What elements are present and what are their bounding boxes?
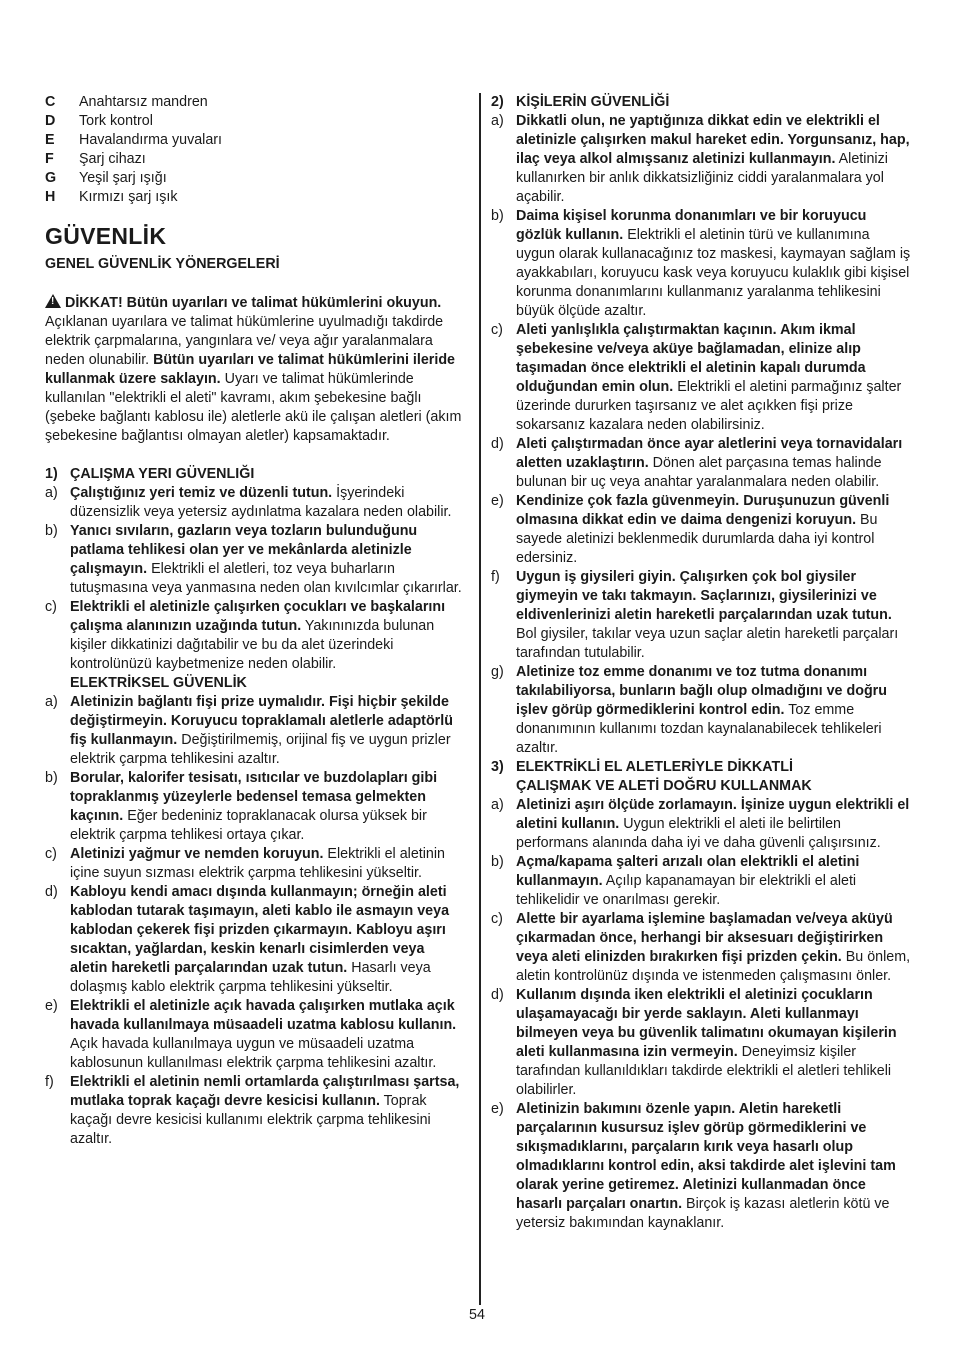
item-text: Açılıp kapanamayan bir elektrikli el aleti tehlikelidir ve onarılması gerekir. (516, 873, 857, 908)
list-item (491, 568, 911, 663)
item-text: Bu sayede aletinizi beklenmedik durumlarda daha iyi kontrol edersiniz. (516, 512, 878, 566)
legend-row (45, 150, 465, 169)
section-subtitle: GENEL GÜVENLİK YÖNERGELERİ (45, 256, 280, 272)
list-item (45, 883, 465, 997)
item-bold: Çalıştığınız yeri temiz ve düzenli tutun. (70, 485, 333, 501)
item-bold: Aleti çalıştırmadan önce ayar aletlerini veya tornavidaları aletten uzaklaştırın. (516, 436, 903, 471)
item-text: Elektrikli el aletini parmağınız şalter üzerinde dururken taşırsanız ve alet açıkken fişi prize sokarsanız kazalara neden olabilirsiniz. (516, 379, 902, 433)
legend-row (45, 93, 465, 112)
item-bold: Kendinize çok fazla güvenmeyin. Duruşunuzun güvenli olmasına dikkat edin ve daima dengenizi koruyun. (516, 493, 890, 528)
item-text: İşyerindeki düzensizlik veya yetersiz aydınlatma kazalara neden olabilir. (70, 485, 452, 520)
item-letter: b) (45, 770, 58, 786)
list-item (45, 693, 465, 769)
list-item (491, 796, 911, 853)
column-divider (479, 93, 481, 1305)
list-item (491, 112, 911, 207)
list-item (45, 522, 465, 598)
item-letter: g) (491, 664, 504, 680)
list-item (45, 484, 465, 522)
legend-label: Kırmızı şarj ışık (79, 189, 178, 205)
item-letter: f) (45, 1074, 54, 1090)
item-bold: Aletinizi yağmur ve nemden koruyun. (70, 846, 324, 862)
item-letter: c) (491, 322, 503, 338)
item-letter: a) (45, 485, 58, 501)
item-text: Uygun elektrikli el aleti ile belirtilen performans alanında daha iyi ve daha güvenli çalışırsınız. (516, 816, 881, 851)
subsection-title: ELEKTRİKSEL GÜVENLİK (70, 675, 247, 691)
item-bold: Elektrikli el aletinizle çalışırken çocukları ve başkalarını çalışma alanınızın uzağında tutun. (70, 599, 446, 634)
item-text: Bol giysiler, takılar veya uzun saçlar aletin hareketli parçaları tarafından tutulabilir. (516, 626, 899, 661)
item-letter: b) (45, 523, 58, 539)
legend-key: H (45, 189, 56, 205)
item-text: Yakınınızda bulunan kişiler dikkatinizi dağıtabilir ve bu da alet üzerindeki kontrolünüzü kaybetmenize neden olabilir. (70, 618, 435, 672)
warning-bold-2: Bütün uyarıları ve talimat hükümlerini ileride kullanmak üzere saklayın. (45, 352, 456, 387)
legend-label: Şarj cihazı (79, 151, 146, 167)
item-text: Dönen alet parçasına temas halinde bulunan bir uç veya anahtar yaralanmalara neden olabilir. (516, 455, 882, 490)
section-number: 3) (491, 759, 504, 775)
item-letter: d) (45, 884, 58, 900)
section-heading (491, 758, 911, 796)
item-text: Aletinizi kullanırken bir anlık dikkatsizliğiniz ciddi yaralanmalara yol açabilir. (516, 151, 888, 205)
list-item (491, 853, 911, 910)
legend (45, 93, 465, 207)
section-title: ÇALIŞMA YERI GÜVENLIĞI (70, 466, 255, 482)
list-item (491, 1100, 911, 1233)
legend-row (45, 188, 465, 207)
list-item (45, 769, 465, 845)
list-item (491, 492, 911, 568)
item-text: Eğer bedeniniz topraklanacak olursa yüksek bir elektrik çarpma tehlikesi ortaya çıkar. (70, 808, 427, 843)
list-item (45, 997, 465, 1073)
item-text: Toprak kaçağı devre kesicisi kullanımı elektrik çarpma tehlikesini azaltır. (70, 1093, 431, 1147)
item-bold: Daima kişisel korunma donanımları ve bir koruyucu gözlük kullanın. (516, 208, 867, 243)
item-text: Hasarlı veya dolaşmış kablo elektrik çarpma tehlikesini yükseltir. (70, 960, 431, 995)
warning-text-2: Uyarı ve talimat hükümlerinde kullanılan "elektrikli el aleti" kavramı, akım şebekesine bağlı (şebeke bağlantı kablosu ile) aletlerle akü ile çalışan aletleri (akım şebekesine bağlantısı olmayan aletler) kapsamaktadır. (45, 371, 462, 444)
legend-key: E (45, 132, 55, 148)
list-item (491, 663, 911, 758)
list-item (491, 207, 911, 321)
list-item (491, 910, 911, 986)
item-bold: Alette bir ayarlama işlemine başlamadan ve/veya aküyü çıkarmadan önce, herhangi bir aksesuarı değiştirirken veya aleti elinizden bırakırken fişi prizden çekin. (516, 911, 893, 965)
legend-label: Anahtarsız mandren (79, 94, 208, 110)
item-bold: Elektrikli el aletinin nemli ortamlarda çalıştırılması şartsa, mutlaka toprak kaçağı devre kesicisi kullanın. (70, 1074, 460, 1109)
item-text: Elektrikli el aletinin içine suyun sızması elektrik çarpma tehlikesini yükseltir. (70, 846, 446, 881)
list-item (45, 845, 465, 883)
item-bold: Aletinize toz emme donanımı ve toz tutma donanımı takılabiliyorsa, bunların bağlı olup olmadığını ve doğru işlev görüp görmediklerini kontrol edin. (516, 664, 887, 718)
item-letter: c) (491, 911, 503, 927)
legend-row (45, 112, 465, 131)
legend-label: Tork kontrol (79, 113, 153, 129)
item-text: Elektrikli el aletinin türü ve kullanımına uygun olarak kullanacağınız toz maskesi, kaymayan sağlam iş ayakkabıları, koruyucu kask veya koruyucu kulaklık gibi kişisel korunma donanımlarını kullanmanız yaralanma tehlikesini büyük ölçüde azaltır. (516, 227, 911, 319)
item-bold: Aletinizin bakımını özenle yapın. Aletin hareketli parçalarının kusursuz işlev görüp görmediklerini ve sıkışmadıklarını, parçaların kırık veya hasarlı olup olmadıklarını kontrol edin, aksi takdirde alet işlevini tam olarak yerine getiremez. Aletinizi kullanmadan önce hasarlı parçaları onartın. (516, 1101, 896, 1212)
item-letter: d) (491, 436, 504, 452)
legend-row (45, 169, 465, 188)
item-bold: Kullanım dışında iken elektrikli el aletinizi çocukların ulaşamayacağı bir yerde saklayın. Aleti kullanmayı bilmeyen veya bu güvenlik talimatını okumayan kişilerin aleti kullanmasına izin vermeyin. (516, 987, 897, 1060)
item-text: Deneyimsiz kişiler tarafından kullanıldıkları takdirde elektrikli el aletleri tehlikeli olabilirler. (516, 1044, 892, 1098)
legend-label: Havalandırma yuvaları (79, 132, 223, 148)
item-bold: Kabloyu kendi amacı dışında kullanmayın; örneğin aleti kablodan tutarak taşımayın, aleti kablo ile asmayın veya kablodan çekerek fişi prizden çıkarmayın. Kabloyu aşırı sıcaktan, yağlardan, keskin kenarlı cisimlerden veya aletin hareketli parçalarından uzak tutun. (70, 884, 450, 976)
item-text: Birçok iş kazası aletlerin kötü ve yetersiz bakımından kaynaklanır. (516, 1196, 890, 1231)
item-bold: Aletinizi aşırı ölçüde zorlamayın. İşinize uygun elektrikli el aletini kullanın. (516, 797, 910, 832)
list-item (491, 321, 911, 435)
legend-key: F (45, 151, 54, 167)
legend-row (45, 131, 465, 150)
item-letter: c) (45, 846, 57, 862)
section-number: 1) (45, 466, 58, 482)
item-letter: b) (491, 854, 504, 870)
legend-key: C (45, 94, 56, 110)
item-letter: e) (491, 1101, 504, 1117)
item-letter: d) (491, 987, 504, 1003)
left-column (45, 93, 465, 1149)
item-bold: Borular, kalorifer tesisatı, ısıtıcılar ve buzdolapları gibi topraklanmış yüzeylerle bedensel temasa gelmekten kaçının. (70, 770, 438, 824)
item-text: Toz emme donanımının kullanımı tozdan kaynalanabilecek tehlikeleri azaltır. (516, 702, 882, 756)
page-number: 54 (469, 1307, 485, 1323)
list-item (491, 435, 911, 492)
item-text: Bu önlem, aletin kontrolünüz dışında ve istenmeden çalışmasını önler. (516, 949, 911, 984)
item-letter: e) (491, 493, 504, 509)
section-title-line-2: ÇALIŞMAK VE ALETİ DOĞRU KULLANMAK (516, 778, 812, 794)
item-letter: c) (45, 599, 57, 615)
warning-bold-1: DİKKAT! Bütün uyarıları ve talimat hükümlerini okuyun. (65, 295, 442, 311)
item-letter: f) (491, 569, 500, 585)
page-title: GÜVENLİK (45, 223, 167, 249)
warning-triangle-icon (45, 294, 61, 308)
legend-key: D (45, 113, 56, 129)
section-number: 2) (491, 94, 504, 110)
item-letter: a) (491, 113, 504, 129)
item-bold: Yanıcı sıvıların, gazların veya tozların bulunduğunu patlama tehlikesi olan yer ve mekânlarda aletinizle çalışmayın. (70, 523, 418, 577)
item-bold: Dikkatli olun, ne yaptığınıza dikkat edin ve elektrikli el aletinizle çalışırken makul hareket edin. Yorgunsanız, hap, ilaç veya alkol almışsanız aletinizi kullanmayın. (516, 113, 910, 167)
legend-label: Yeşil şarj ışığı (79, 170, 167, 186)
legend-key: G (45, 170, 57, 186)
item-bold: Aletinizin bağlantı fişi prize uymalıdır. Fişi hiçbir şekilde değiştirmeyin. Koruyucu topraklamalı aletlerle adaptörlü fiş kullanmayın. (70, 694, 453, 748)
item-bold: Açma/kapama şalteri arızalı olan elektrikli el aletini kullanmayın. (516, 854, 860, 889)
section-heading (45, 465, 465, 484)
list-item (491, 986, 911, 1100)
item-text: Açık havada kullanılmaya uygun ve müsaadeli uzatma kablosunun kullanılması elektrik çarpma tehlikesini azaltır. (70, 1036, 437, 1071)
item-bold: Uygun iş giysileri giyin. Çalışırken çok bol giysiler giymeyin ve takı takmayın. Saçlarınızı, giysilerinizi ve eldivenlerinizi aletin hareketli parçalarından uzak tutun. (516, 569, 892, 623)
item-letter: a) (45, 694, 58, 710)
item-letter: a) (491, 797, 504, 813)
item-text: Elektrikli el aletleri, toz veya buharların tutuşmasına veya yanmasına neden olan kıvılcımlar çıkarırlar. (70, 561, 462, 596)
list-item (45, 598, 465, 674)
item-letter: b) (491, 208, 504, 224)
item-letter: e) (45, 998, 58, 1014)
warning-text-1: Açıklanan uyarılara ve talimat hükümlerine uyulmadığı takdirde elektrik çarpmalarına, yangınlara ve/ veya ağır yaralanmalara neden olunabilir. (45, 314, 444, 368)
warning-paragraph (45, 293, 465, 446)
item-bold: Elektrikli el aletinizle açık havada çalışırken mutlaka açık havada kullanılmaya müsaadeli uzatma kablosu kullanın. (70, 998, 457, 1033)
section-title: KİŞİLERİN GÜVENLİĞİ (516, 94, 670, 110)
list-item (45, 1073, 465, 1149)
item-text: Değiştirilmemiş, orijinal fiş ve uygun prizler elektrik çarpma tehlikesini azaltır. (70, 732, 451, 767)
item-bold: Aleti yanlışlıkla çalıştırmaktan kaçının. Akım ikmal şebekesine ve/veya aküye bağlamadan, elinize alıp taşımadan önce elektrikli el aletinin kapalı durumda olduğundan emin olun. (516, 322, 866, 395)
section-heading (491, 93, 911, 112)
section-title-line-1: ELEKTRİKLİ EL ALETLERİYLE DİKKATLİ (516, 759, 793, 775)
right-column (491, 93, 911, 1233)
